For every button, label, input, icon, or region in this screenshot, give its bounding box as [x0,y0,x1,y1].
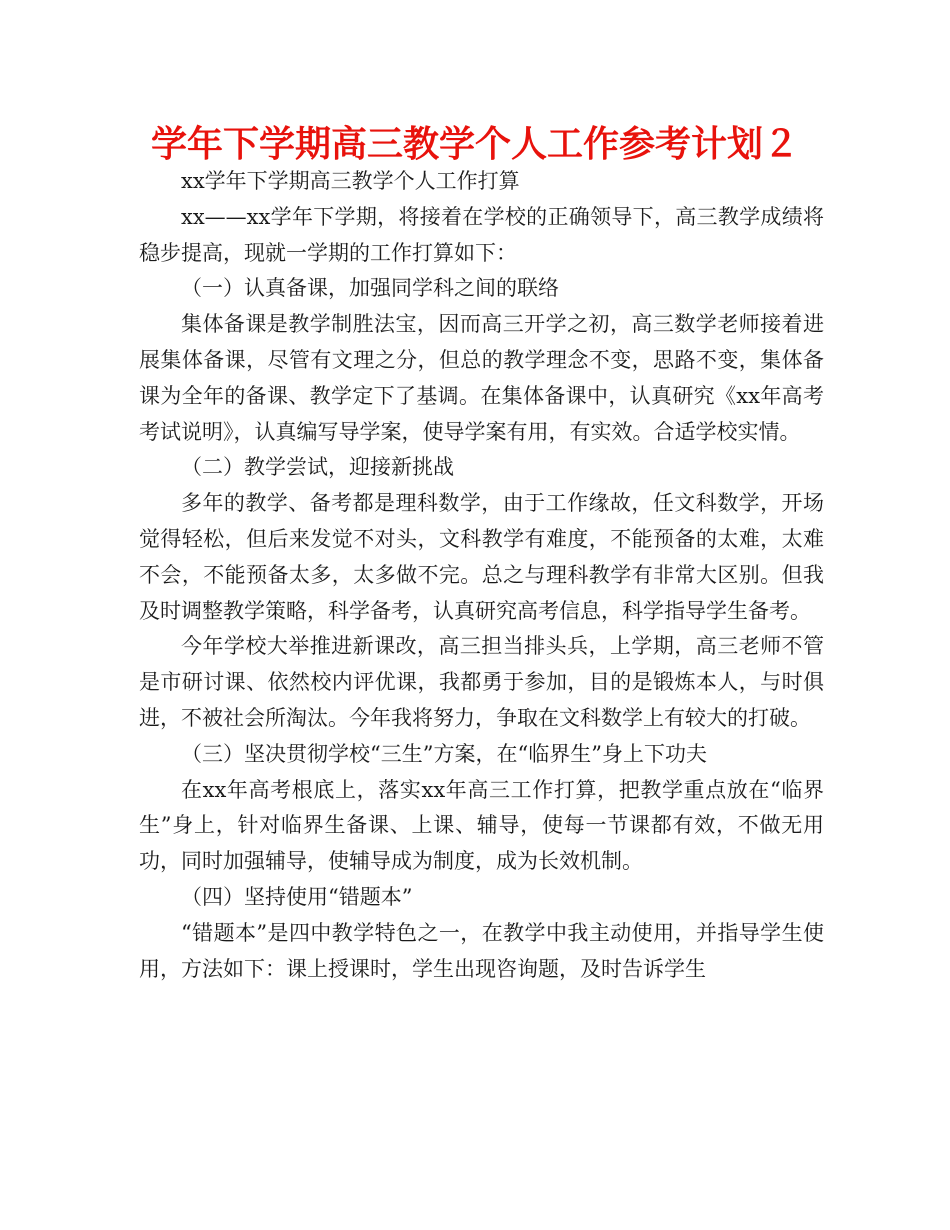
intro-paragraph: xx——xx学年下学期，将接着在学校的正确领导下，高三教学成绩将稳步提高，现就一学期的工作打算如下： [139,204,824,265]
section-paragraph-2b: 今年学校大举推进新课改，高三担当排头兵，上学期，高三老师不管是市研讨课、依然校内评优课，我都勇于参加，目的是锻炼本人，与时俱进，不被社会所淘汰。今年我将努力，争取在文科数学上有较大的打破。 [139,634,824,730]
section-paragraph-4: “错题本”是四中教学特色之一，在教学中我主动使用，并指导学生使用，方法如下：课上授课时，学生出现咨询题，及时告诉学生 [139,920,824,981]
document-title: 学年下学期高三教学个人工作参考计划２ [150,124,799,165]
section-paragraph-2a: 多年的教学、备考都是理科数学，由于工作缘故，任文科数学，开场觉得轻松，但后来发觉不对头，文科教学有难度，不能预备的太难，太难不会，不能预备太多，太多做不完。总之与理科教学有非常大区别。但我及时调整教学策略，科学备考，认真研究高考信息，科学指导学生备考。 [139,491,824,623]
section-heading-3: （三）坚决贯彻学校“三生”方案，在“临界生”身上下功夫 [181,741,707,766]
section-heading-2: （二）教学尝试，迎接新挑战 [181,455,454,480]
section-paragraph-3: 在xx年高考根底上，落实xx年高三工作打算，把教学重点放在“临界生”身上，针对临界生备课、上课、辅导，使每一节课都有效，不做无用功，同时加强辅导，使辅导成为制度，成为长效机制。 [139,777,824,874]
section-paragraph-1: 集体备课是教学制胜法宝，因而高三开学之初，高三数学老师接着进展集体备课，尽管有文理之分，但总的教学理念不变，思路不变，集体备课为全年的备课、教学定下了基调。在集体备课中，认真研究《xx年高考考试说明》，认真编写导学案，使导学案有用，有实效。合适学校实情。 [139,312,824,444]
subtitle-line: xx学年下学期高三教学个人工作打算 [181,169,520,193]
section-heading-1: （一）认真备课，加强同学科之间的联络 [181,276,559,301]
document-body [139,164,824,987]
section-heading-4: （四）坚持使用“错题本” [181,884,413,909]
